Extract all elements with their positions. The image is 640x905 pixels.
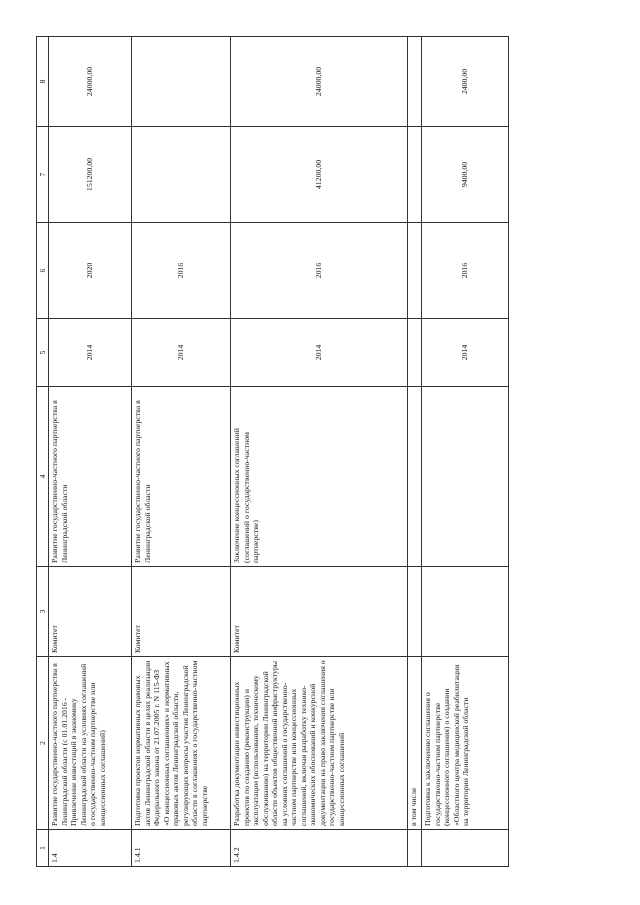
activity-name: в том числе	[408, 657, 422, 830]
activity-name: Подготовка к заключению соглашения о государственно-частном партнерстве (концессионного соглашения) о создании «Областного центра медицинской реабилитации на территории Ленинградской области	[422, 657, 509, 830]
expected-result	[408, 387, 422, 567]
cost-value	[408, 127, 422, 223]
column-8-value	[132, 37, 231, 127]
start-year: 2014	[422, 319, 509, 387]
column-8-value: 2400,00	[422, 37, 509, 127]
header-cell: 4	[37, 387, 49, 567]
row-number	[422, 830, 509, 867]
end-year: 2016	[132, 223, 231, 319]
header-cell: 3	[37, 567, 49, 657]
header-cell: 5	[37, 319, 49, 387]
cost-value: 41200,00	[231, 127, 408, 223]
end-year: 2020	[49, 223, 132, 319]
header-cell: 1	[37, 830, 49, 867]
table-row	[231, 37, 408, 867]
end-year: 2016	[231, 223, 408, 319]
program-activities-table	[36, 36, 509, 867]
table-row	[422, 37, 509, 867]
executor	[408, 567, 422, 657]
expected-result: Заключение концессионных соглашений (соглашений о государственно-частном партнерстве)	[231, 387, 408, 567]
table-header-row	[37, 37, 49, 867]
expected-result: Развитие государственно-частного партнерства в Ленинградской области	[49, 387, 132, 567]
row-number: 1.4.1	[132, 830, 231, 867]
start-year	[408, 319, 422, 387]
end-year: 2016	[422, 223, 509, 319]
activity-name: Развитие государственно-частного партнерства в Ленинградской области (с 01.01.2016 - Привлечение инвестиций в экономику Ленинградской области на условиях соглашений о государственно-частном партнерстве или концессионных соглашений)	[49, 657, 132, 830]
header-cell: 8	[37, 37, 49, 127]
table-row	[132, 37, 231, 867]
activity-name: Разработка документации инвестиционных проектов по созданию (реконструкции) и эксплуатации (использованию, техническому обслуживанию) на территории Ленинградской области объектов общественной инфраструктуры на условиях соглашений о государственно-частном партнерстве или концессионных соглашений, включая разработку технико-экономических обоснований и конкурсной документации на право заключения соглашения о государственно-частном партнерстве или концессионных соглашений	[231, 657, 408, 830]
row-number	[408, 830, 422, 867]
cost-value	[132, 127, 231, 223]
column-8-value	[408, 37, 422, 127]
expected-result	[422, 387, 509, 567]
column-8-value: 24000,00	[231, 37, 408, 127]
cost-value: 151200,00	[49, 127, 132, 223]
column-8-value: 24000,00	[49, 37, 132, 127]
table-row	[408, 37, 422, 867]
header-cell: 6	[37, 223, 49, 319]
cost-value: 9400,00	[422, 127, 509, 223]
executor	[422, 567, 509, 657]
start-year: 2014	[132, 319, 231, 387]
header-cell: 2	[37, 657, 49, 830]
header-cell: 7	[37, 127, 49, 223]
end-year	[408, 223, 422, 319]
row-number: 1.4	[49, 830, 132, 867]
start-year: 2014	[49, 319, 132, 387]
activity-name: Подготовка проектов нормативных правовых актов Ленинградской области в целях реализации Федерального закона от 21.07.2005 г. N 115-ФЗ «О концессионных соглашениях» и нормативных правовых актов Ленинградской области, регулирующих вопросы участия Ленинградской области в соглашениях о государственно-частном партнерстве	[132, 657, 231, 830]
expected-result: Развитие государственно-частного партнерства в Ленинградской области	[132, 387, 231, 567]
executor: Комитет	[132, 567, 231, 657]
executor: Комитет	[231, 567, 408, 657]
rotated-table-container	[36, 37, 612, 867]
row-number: 1.4.2	[231, 830, 408, 867]
table-row	[49, 37, 132, 867]
executor: Комитет	[49, 567, 132, 657]
start-year: 2014	[231, 319, 408, 387]
